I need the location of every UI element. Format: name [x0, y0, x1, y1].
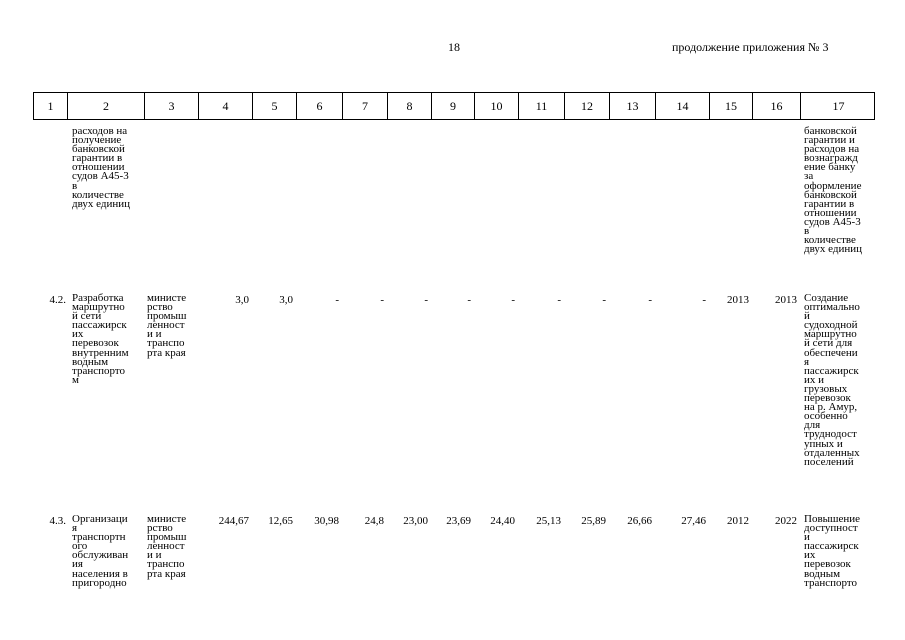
text-line: водным [804, 567, 841, 580]
header-col-1: 1 [34, 93, 68, 119]
text-line: на р. Амур, [804, 401, 858, 414]
text-line: и [804, 531, 810, 544]
text-line: банковской [804, 188, 857, 201]
value-cell: - [648, 294, 652, 306]
text-line: оптимально [804, 301, 860, 314]
value-cell: 25,89 [581, 515, 606, 527]
text-line: транспортн [72, 531, 126, 544]
text-line: гарантии в [72, 152, 123, 165]
text-line: вознагражд [804, 152, 858, 165]
row-result [804, 294, 874, 467]
text-line: ого [72, 540, 88, 553]
header-col-10: 10 [475, 93, 519, 119]
value-cell: - [380, 294, 384, 306]
text-line: гарантии и [804, 134, 855, 147]
text-line: грузовых [804, 382, 848, 395]
text-line: й сети для [804, 337, 853, 350]
text-line: маршрутно [72, 301, 125, 314]
text-line: обеспечени [804, 346, 858, 359]
text-line: й сети [72, 310, 102, 323]
text-line: транспорто [72, 364, 125, 377]
header-col-13: 13 [610, 93, 656, 119]
continuation-name [72, 127, 144, 209]
text-line: ение банку [804, 161, 856, 174]
text-line: особенно [804, 410, 848, 423]
value-cell: - [702, 294, 706, 306]
row-name [72, 294, 144, 385]
text-line: труднодост [804, 428, 857, 441]
text-line: министе [147, 513, 187, 525]
text-line: банковской [72, 143, 125, 156]
text-line: Повышение [804, 513, 861, 525]
text-line: пассажирск [804, 540, 859, 553]
text-line: населения в [72, 567, 128, 580]
text-line: перевозок [804, 558, 851, 571]
text-line: судов А45-3 [804, 215, 861, 228]
header-col-17: 17 [832, 98, 845, 113]
text-line: за [804, 170, 814, 183]
value-cell: - [602, 294, 606, 306]
value-cell: 27,46 [681, 515, 706, 527]
text-line: упных и [804, 437, 843, 450]
row-number: 4.3. [49, 515, 66, 527]
text-line: м [72, 373, 79, 386]
text-line: внутренним [72, 346, 129, 359]
text-line: пассажирск [804, 364, 859, 377]
text-line: отношении [804, 206, 857, 219]
text-line: ия [72, 558, 83, 571]
text-line: пригородно [72, 576, 127, 589]
text-line: транспо [147, 558, 185, 571]
column-header-row [33, 92, 875, 120]
text-line: промыш [147, 531, 187, 544]
header-col-3: 3 [145, 93, 199, 119]
text-line: расходов на [72, 125, 128, 137]
text-line: промыш [147, 310, 187, 323]
header-col-15: 15 [710, 93, 753, 119]
value-cell: 24,8 [364, 515, 384, 527]
value-cell: 23,69 [446, 515, 471, 527]
text-line: водным [72, 355, 109, 368]
row-number: 4.2. [49, 294, 66, 306]
text-line: й [804, 310, 810, 323]
continuation-result [804, 127, 874, 254]
text-line: судоходной [804, 319, 858, 332]
page-number: 18 [448, 40, 460, 54]
header-col-14: 14 [656, 93, 710, 119]
header-col-2: 2 [68, 93, 145, 119]
text-line: я [72, 522, 78, 535]
value-cell: 2013 [775, 294, 797, 306]
header-col-8: 8 [388, 93, 432, 119]
text-line: обслуживан [72, 549, 129, 562]
value-cell: 23,00 [403, 515, 428, 527]
text-line: судов А45-3 [72, 170, 129, 183]
text-line: Разработка [72, 292, 124, 304]
text-line: банковской [804, 125, 857, 137]
annex-label: продолжение приложения № 3 [672, 40, 829, 54]
text-line: пассажирск [72, 319, 127, 332]
text-line: двух единиц [804, 243, 863, 256]
value-cell: 3,0 [279, 294, 293, 306]
text-line: количестве [804, 234, 856, 247]
text-line: рство [147, 522, 173, 535]
text-line: количестве [72, 188, 124, 201]
row-result [804, 515, 874, 588]
header-col-7: 7 [343, 93, 388, 119]
value-cell: - [424, 294, 428, 306]
value-cell: 12,65 [268, 515, 293, 527]
text-line: перевозок [72, 337, 119, 350]
value-cell: 30,98 [314, 515, 339, 527]
value-cell: - [557, 294, 561, 306]
text-line: их и [804, 373, 825, 386]
header-col-4: 4 [199, 93, 253, 119]
text-line: и и [147, 328, 162, 341]
value-cell: 26,66 [627, 515, 652, 527]
text-line: доступност [804, 522, 858, 535]
text-line: рта края [147, 567, 186, 580]
text-line: ленност [147, 540, 185, 553]
text-line: маршрутно [804, 328, 857, 341]
text-line: получение [72, 134, 122, 147]
value-cell: 24,40 [490, 515, 515, 527]
value-cell: - [335, 294, 339, 306]
text-line: рта края [147, 346, 186, 359]
text-line: отдаленных [804, 446, 860, 459]
text-line: двух единиц [72, 197, 131, 210]
value-cell: 2012 [727, 515, 749, 527]
text-line: ленност [147, 319, 185, 332]
text-line: министе [147, 292, 187, 304]
text-line: расходов на [804, 143, 860, 156]
header-col-16: 16 [753, 93, 801, 119]
text-line: перевозок [804, 392, 851, 405]
text-line: транспорто [804, 576, 857, 589]
text-line: в [804, 225, 810, 238]
text-line: транспо [147, 337, 185, 350]
value-cell: 25,13 [536, 515, 561, 527]
text-line: Создание [804, 292, 849, 304]
value-cell: 244,67 [218, 515, 249, 527]
header-col-6: 6 [297, 93, 343, 119]
text-line: гарантии в [804, 197, 855, 210]
text-line: оформление [804, 179, 862, 192]
header-col-12: 12 [565, 93, 610, 119]
text-line: я [804, 355, 810, 368]
text-line: для [804, 419, 821, 432]
text-line: их [804, 549, 816, 562]
row-executor [147, 515, 199, 579]
header-col-5: 5 [253, 93, 297, 119]
value-cell: - [511, 294, 515, 306]
value-cell: - [467, 294, 471, 306]
header-col-11: 11 [519, 93, 565, 119]
header-col-9: 9 [432, 93, 475, 119]
text-line: Организаци [72, 513, 128, 525]
text-line: их [72, 328, 84, 341]
row-executor [147, 294, 199, 358]
value-cell: 2013 [727, 294, 749, 306]
value-cell: 2022 [775, 515, 797, 527]
text-line: рство [147, 301, 173, 314]
text-line: и и [147, 549, 162, 562]
value-cell: 3,0 [235, 294, 249, 306]
row-name [72, 515, 144, 588]
text-line: поселений [804, 455, 854, 468]
text-line: в [72, 179, 78, 192]
text-line: отношении [72, 161, 125, 174]
